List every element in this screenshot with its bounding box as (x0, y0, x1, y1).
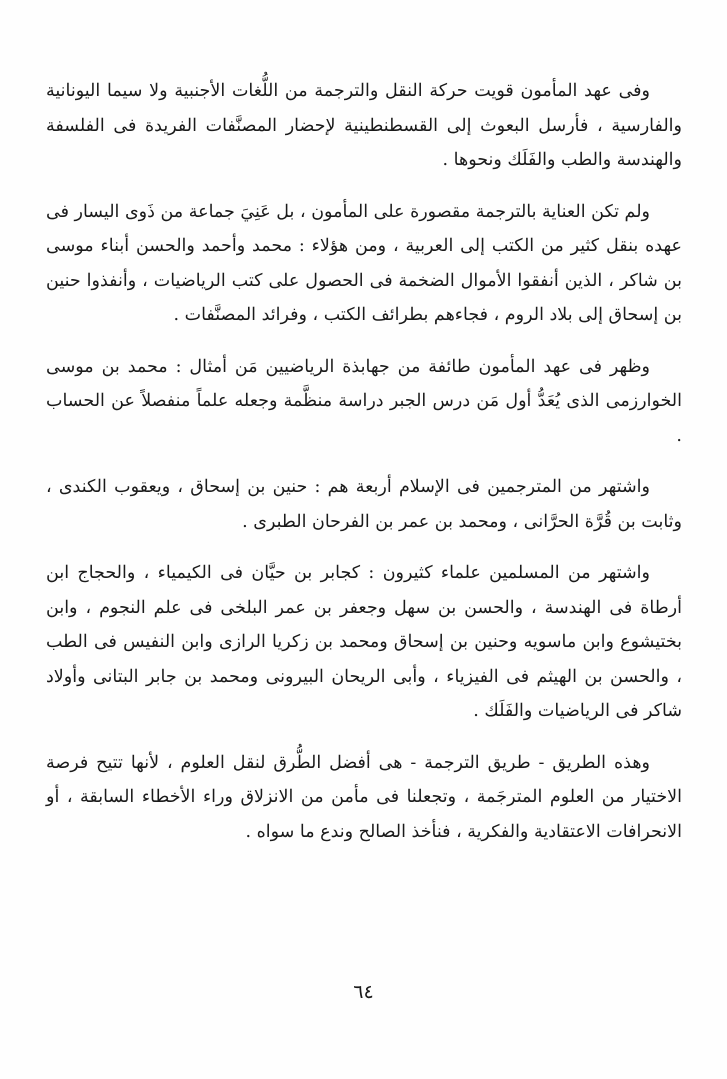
paragraph-1: وفى عهد المأمون قويت حركة النقل والترجمة من اللُّغات الأجنبية ولا سيما اليونانية والفارسية ، فأرسل البعوث إلى القسطنطينية لإحضار المصنَّفات الفريدة فى الفلسفة والهندسة والطب والفَلَك ونحوها . (46, 81, 682, 170)
paragraph-2: ولم تكن العناية بالترجمة مقصورة على المأمون ، بل عَنِيَ جماعة من ذَوى اليسار فى عهده بنقل كثير من الكتب إلى العربية ، ومن هؤلاء : محمد وأحمد والحسن أبناء موسى بن شاكر ، الذين أنفقوا الأموال الضخمة فى الحصول على كتب الرياضيات ، وأنفذوا حنين بن إسحاق إلى بلاد الروم ، فجاءهم بطرائف الكتب ، وفرائد المصنَّفات . (46, 201, 682, 325)
body-text (46, 74, 682, 866)
paragraph-3: وظهر فى عهد المأمون طائفة من جهابذة الرياضيين مَن أمثال : محمد بن موسى الخوارزمى الذى يُعَدُّ أول مَن درس الجبر دراسة منظَّمة وجعله علماً منفصلاً عن الحساب . (46, 356, 682, 446)
page-number: ٦٤ (353, 981, 374, 1003)
paragraph-4: واشتهر من المترجمين فى الإسلام أربعة هم : حنين بن إسحاق ، ويعقوب الكندى ، وثابت بن قُرَّة الحرَّانى ، ومحمد بن عمر بن الفرحان الطبرى . (46, 477, 682, 532)
paragraph-6: وهذه الطريق - طريق الترجمة - هى أفضل الطُّرق لنقل العلوم ، لأنها تتيح فرصة الاختيار من العلوم المترجَمة ، وتجعلنا فى مأمن من الانزلاق وراء الأخطاء السابقة ، أو الانحرافات الاعتقادية والفكرية ، فنأخذ الصالح وندع ما سواه . (46, 752, 682, 842)
paragraph-5: واشتهر من المسلمين علماء كثيرون : كجابر بن حيَّان فى الكيمياء ، والحجاج ابن أرطاة فى الهندسة ، والحسن بن سهل وجعفر بن عمر البلخى فى علم النجوم ، وابن بختيشوع وابن ماسويه وحنين بن إسحاق ومحمد بن زكريا الرازى وابن النفيس فى الطب ، والحسن بن الهيثم فى الفيزياء ، وأبى الريحان البيرونى ومحمد بن جابر البتانى وأولاد شاكر فى الرياضيات والفَلَك . (46, 563, 682, 721)
